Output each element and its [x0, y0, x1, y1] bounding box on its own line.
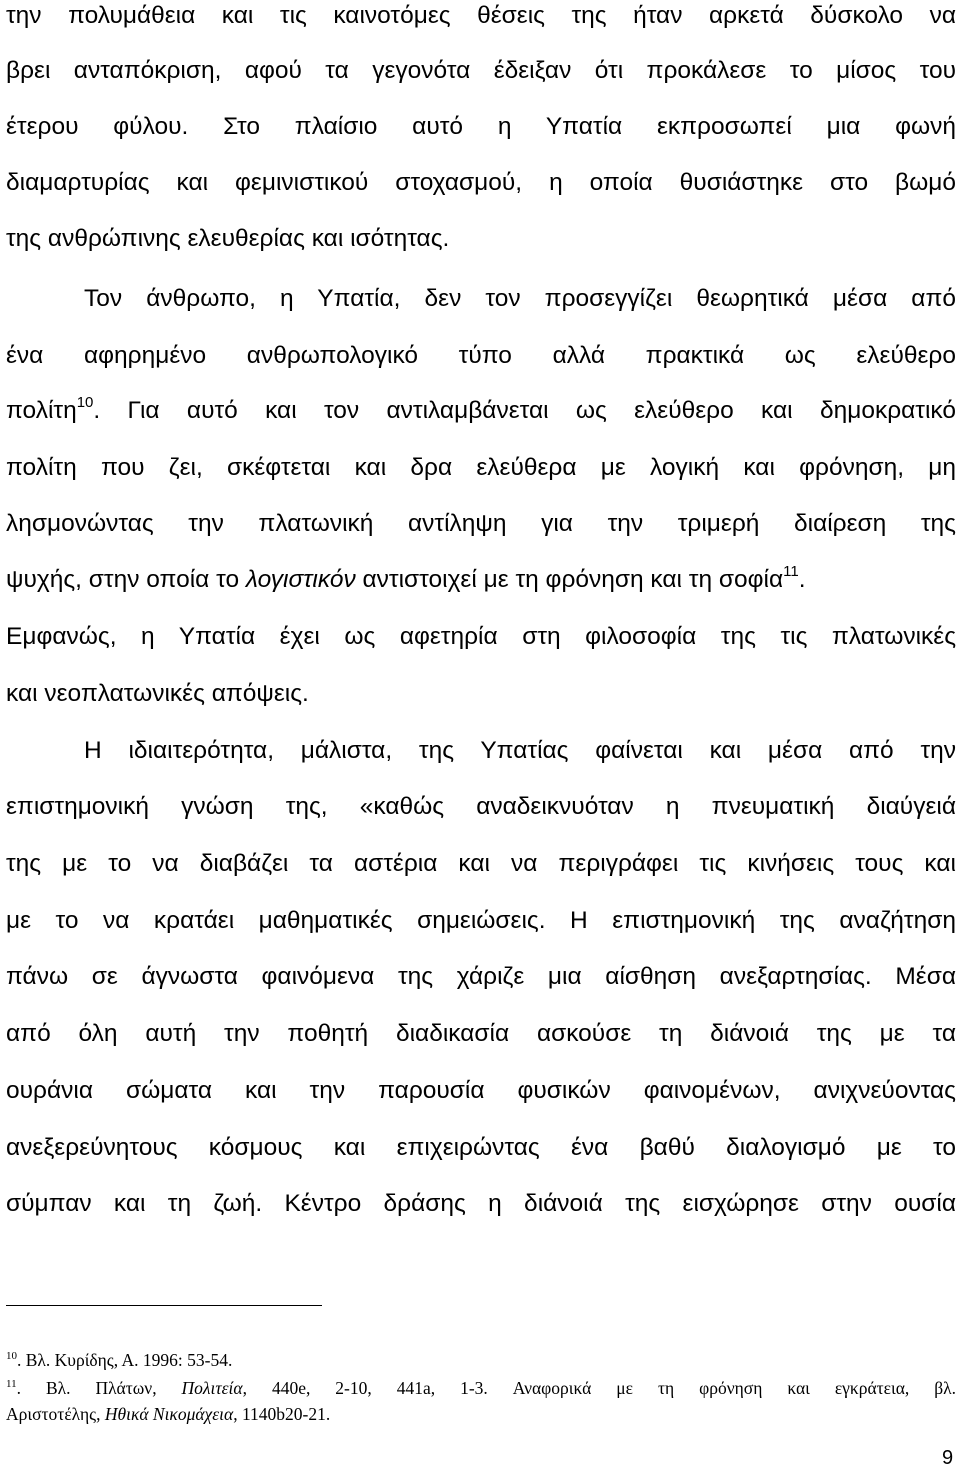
- footnote-ref-11: 11: [783, 562, 799, 580]
- body-line-1: [6, 0, 956, 32]
- footnote-text: . Βλ. Πλάτων,: [16, 1378, 182, 1398]
- line-text: και νεοπλατωνικές απόψεις.: [6, 680, 309, 707]
- line-text: λησμονώντας την πλατωνική αντίληψη για την τριμερή διαίρεση της: [6, 510, 956, 537]
- line-text: πάνω σε άγνωστα φαινόμενα της χάριζε μια αίσθηση ανεξαρτησίας. Μέσα: [6, 963, 956, 990]
- line-text: ουράνια σώματα και την παρουσία φυσικών φαινομένων, ανιχνεύοντας: [6, 1077, 956, 1104]
- italic-term: λογιστικόν: [245, 566, 356, 593]
- footnote-text: , 440e, 2-10, 441a, 1-3. Αναφορικά με τη φρόνηση και εγκράτεια, βλ.: [242, 1378, 956, 1398]
- body-line-21: [6, 1132, 956, 1164]
- body-line-8: [6, 395, 956, 427]
- body-line-20: [6, 1075, 956, 1107]
- footnote-line-composite: [6, 1377, 956, 1399]
- page-number: 9: [942, 1447, 954, 1469]
- line-text-composite: [6, 395, 956, 427]
- line-text: της με το να διαβάζει τα αστέρια και να περιγράφει τις κινήσεις τους και: [6, 850, 956, 877]
- line-text: επιστημονική γνώση της, «καθώς αναδεικνυόταν η πνευματική διαύγειά: [6, 793, 956, 820]
- footnote-10: [6, 1349, 956, 1371]
- line-text: ανεξερεύνητους κόσμους και επιχειρώντας ένα βαθύ διαλογισμό με το: [6, 1134, 956, 1161]
- line-text: βρει ανταπόκριση, αφού τα γεγονότα έδειξαν ότι προκάλεσε το μίσος του: [6, 57, 956, 84]
- body-line-18: [6, 961, 956, 993]
- body-line-22: [6, 1188, 956, 1220]
- footnote-separator: [6, 1305, 322, 1306]
- body-line-15: [6, 791, 956, 823]
- line-text: ψυχής, στην οποία το: [6, 566, 246, 593]
- body-line-11: [6, 564, 956, 596]
- footnote-text: Αριστοτέλης,: [6, 1404, 105, 1424]
- line-text: αντιστοιχεί με τη φρόνηση και τη σοφία: [355, 566, 784, 593]
- line-text: της ανθρώπινης ελευθερίας και ισότητας.: [6, 225, 450, 252]
- line-text: διαμαρτυρίας και φεμινιστικού στοχασμού, η οποία θυσιάστηκε στο βωμό: [6, 169, 956, 196]
- body-line-12: [6, 621, 956, 653]
- line-text: .: [798, 566, 806, 593]
- footnote-text: . Βλ. Κυρίδης, Α. 1996: 53-54.: [17, 1350, 233, 1370]
- footnote-text: , 1140b20-21.: [233, 1404, 331, 1424]
- body-line-16: [6, 848, 956, 880]
- footnote-11-continued: [6, 1403, 956, 1425]
- line-text-composite: [6, 562, 806, 593]
- body-line-5: [6, 223, 956, 255]
- line-text: με το να κρατάει μαθηματικές σημειώσεις. Η επιστημονική της αναζήτηση: [6, 907, 956, 934]
- line-text: Τον άνθρωπο, η Υπατία, δεν τον προσεγγίζει θεωρητικά μέσα από: [84, 285, 956, 312]
- body-line-9: [6, 452, 956, 484]
- footnote-italic-title: Πολιτεία: [181, 1378, 243, 1398]
- body-line-19: [6, 1018, 956, 1050]
- footnote-number: 10: [6, 1350, 17, 1363]
- line-text: . Για αυτό και τον αντιλαμβάνεται ως ελεύθερο και δημοκρατικό: [93, 397, 956, 424]
- footnote-ref-10: 10: [76, 393, 94, 411]
- body-line-14: [6, 735, 956, 767]
- line-text: Η ιδιαιτερότητα, μάλιστα, της Υπατίας φαίνεται και μέσα από την: [84, 737, 956, 764]
- body-line-2: [6, 55, 956, 87]
- line-text: σύμπαν και τη ζωή. Κέντρο δράσης η διάνοιά της εισχώρησε στην ουσία: [6, 1190, 956, 1217]
- body-line-13: [6, 678, 956, 710]
- line-text: πολίτη που ζει, σκέφτεται και δρα ελεύθερα με λογική και φρόνηση, μη: [6, 454, 956, 481]
- footnote-number: 11: [6, 1378, 17, 1391]
- body-line-3: [6, 111, 956, 143]
- line-text: από όλη αυτή την ποθητή διαδικασία ασκούσε τη διάνοιά της με τα: [6, 1020, 956, 1047]
- line-text: την πολυμάθεια και τις καινοτόμες θέσεις της ήταν αρκετά δύσκολο να: [6, 2, 956, 29]
- line-text: πολίτη: [6, 397, 77, 424]
- body-line-7: [6, 340, 956, 372]
- footnote-italic-title: Ηθικά Νικομάχεια: [104, 1404, 234, 1424]
- line-text: ένα αφηρημένο ανθρωπολογικό τύπο αλλά πρακτικά ως ελεύθερο: [6, 342, 956, 369]
- body-line-17: [6, 905, 956, 937]
- body-line-10: [6, 508, 956, 540]
- line-text: Εμφανώς, η Υπατία έχει ως αφετηρία στη φιλοσοφία της τις πλατωνικές: [6, 623, 956, 650]
- body-line-4: [6, 167, 956, 199]
- body-line-6: [6, 283, 956, 315]
- footnote-11: [6, 1377, 956, 1399]
- line-text: έτερου φύλου. Στο πλαίσιο αυτό η Υπατία εκπροσωπεί μια φωνή: [6, 113, 956, 140]
